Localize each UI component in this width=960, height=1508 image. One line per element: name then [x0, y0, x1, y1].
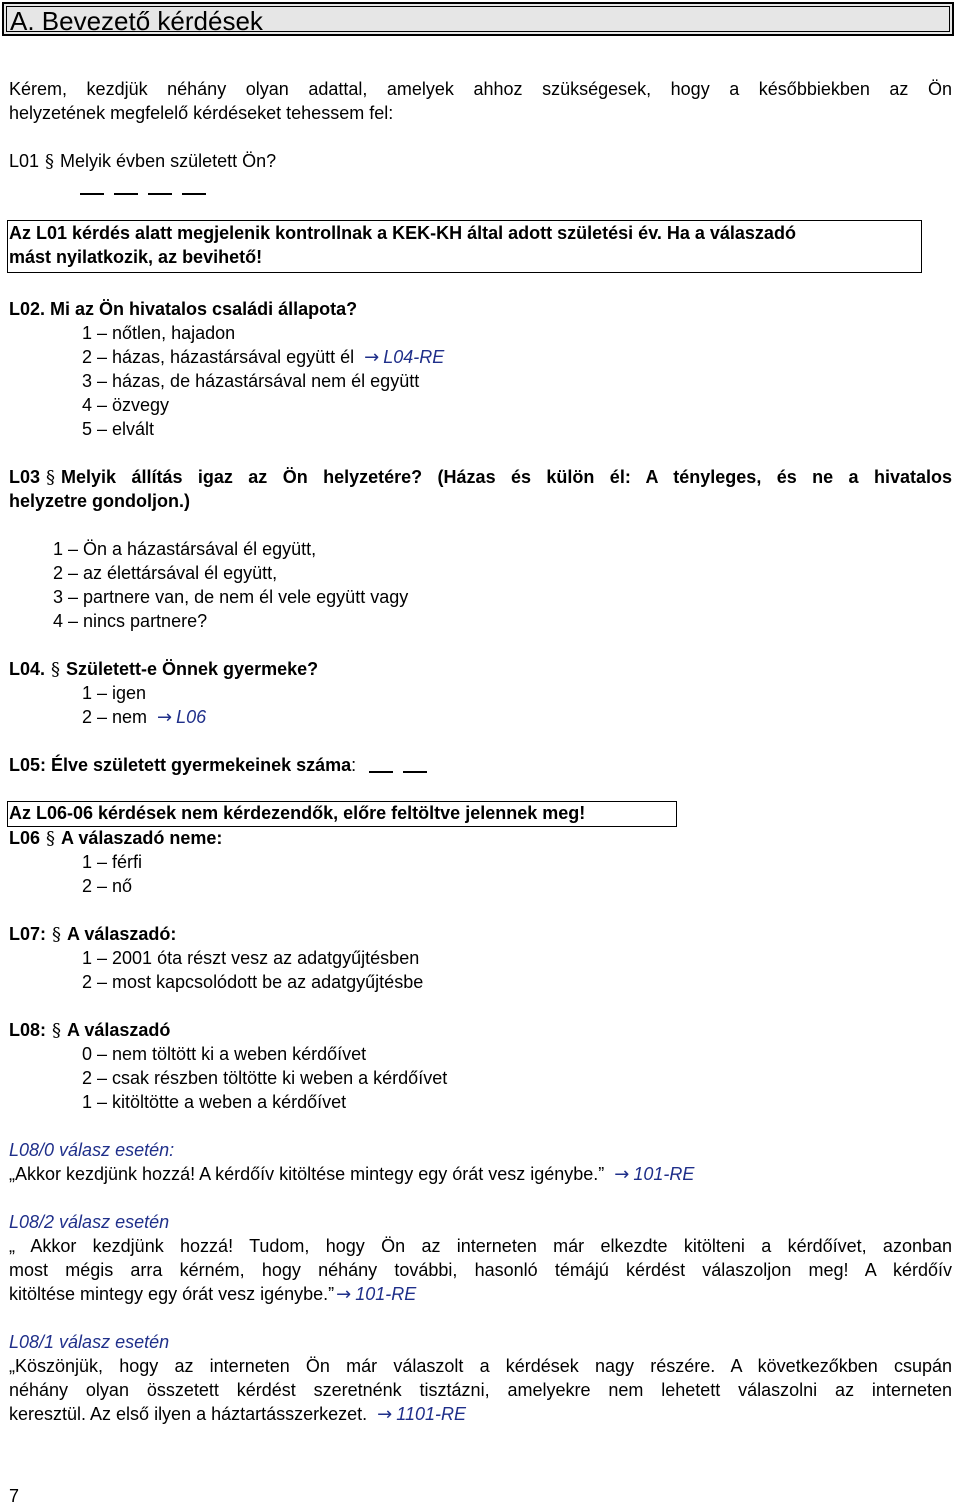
question-L07: [9, 922, 952, 947]
question-L03-line-2: helyzetre gondoljon.): [9, 491, 191, 511]
section-sign-icon: §: [46, 467, 56, 488]
case-L08-0-text: [9, 1162, 952, 1187]
intro-line-1: Kérem, kezdjük néhány olyan adattal, amelyek ahhoz szükségesek, hogy a későbbiekben az Ön: [9, 79, 952, 99]
note-L06-text: Az L06-06 kérdések nem kérdezendők, előre feltöltve jelennek meg!: [9, 803, 586, 823]
case-L08-1-line-2: néhány olyan összetett kérdést szeretnénk tisztázni, amelyekre nem lehetett válaszolni az interneten: [9, 1380, 952, 1400]
question-code: L03: [9, 467, 41, 487]
option-text: 2 – nem: [82, 707, 148, 727]
case-L08-2-line-2: most mégis arra kérném, hogy néhány további, hasonló témájú kérdést válaszoljon meg! A kérdőív: [9, 1260, 952, 1280]
year-digit-blank[interactable]: [182, 181, 206, 195]
arrow-right-icon: →: [614, 1164, 630, 1185]
page-number: 7: [9, 1486, 20, 1506]
script-text: kitöltése mintegy egy órát vesz igénybe.”: [9, 1284, 335, 1304]
case-L08-0-label: L08/0 válasz esetén:: [9, 1140, 175, 1160]
option-L02-5[interactable]: 5 – elvált: [82, 419, 155, 439]
skip-target: 101-RE: [633, 1164, 695, 1184]
question-text: L05: Élve született gyermekeinek száma: [9, 755, 352, 775]
option-L03-1[interactable]: 1 – Ön a házastársával él együtt,: [53, 539, 317, 559]
option-L04-1[interactable]: 1 – igen: [82, 683, 147, 703]
case-L08-2-line-1: „ Akkor kezdjünk hozzá! Tudom, hogy Ön az interneten már elkezdte kitölteni a kérdőívet, azonban: [9, 1236, 952, 1256]
count-digit-blank[interactable]: [403, 759, 427, 773]
section-sign-icon: §: [51, 659, 61, 680]
skip-target: L04-RE: [383, 347, 445, 367]
option-text: 2 – házas, házastársával együtt él: [82, 347, 355, 367]
question-code: L08:: [9, 1020, 47, 1040]
option-L07-1[interactable]: 1 – 2001 óta részt vesz az adatgyűjtésben: [82, 948, 420, 968]
count-digit-blank[interactable]: [369, 759, 393, 773]
question-L01: [9, 149, 952, 174]
question-colon: :: [351, 755, 357, 775]
option-L08-0[interactable]: 0 – nem töltött ki a weben kérdőívet: [82, 1044, 367, 1064]
year-input-blanks[interactable]: [80, 175, 952, 199]
case-L08-1-line-3: [9, 1402, 952, 1427]
option-L06-1[interactable]: 1 – férfi: [82, 852, 143, 872]
question-text: Melyik évben született Ön?: [60, 151, 277, 171]
section-header: [2, 2, 954, 36]
option-L04-2[interactable]: [82, 705, 206, 730]
intro-line-2: helyzetének megfelelő kérdéseket tehessem fel:: [9, 103, 394, 123]
note-L01-line-2: mást nyilatkozik, az bevihető!: [9, 247, 263, 267]
option-L08-2[interactable]: 2 – csak részben töltötte ki weben a kérdőívet: [82, 1068, 448, 1088]
section-sign-icon: §: [46, 828, 56, 849]
script-text: „Akkor kezdjünk hozzá! A kérdőív kitöltése mintegy egy órát vesz igénybe.”: [9, 1164, 605, 1184]
question-L05: [9, 753, 952, 777]
question-L02: L02. Mi az Ön hivatalos családi állapota?: [9, 299, 358, 319]
year-digit-blank[interactable]: [148, 181, 172, 195]
question-text: Melyik állítás igaz az Ön helyzetére? (Házas és külön él: A tényleges, és ne a hivatalos: [61, 467, 952, 487]
case-L08-1-label: L08/1 válasz esetén: [9, 1332, 170, 1352]
year-digit-blank[interactable]: [114, 181, 138, 195]
case-L08-1-line-1: „Köszönjük, hogy az interneten Ön már válaszolt a kérdések nagy részére. A következőkben csupán: [9, 1356, 952, 1376]
section-sign-icon: §: [52, 924, 62, 945]
case-L08-2-label: L08/2 válasz esetén: [9, 1212, 170, 1232]
note-L01-line-1: Az L01 kérdés alatt megjelenik kontrollnak a KEK-KH által adott születési év. Ha a válaszadó: [9, 223, 796, 243]
arrow-right-icon: →: [364, 347, 380, 368]
option-L06-2[interactable]: 2 – nő: [82, 876, 133, 896]
skip-target: L06: [176, 707, 207, 727]
skip-target: 101-RE: [355, 1284, 417, 1304]
option-L07-2[interactable]: 2 – most kapcsolódott be az adatgyűjtésbe: [82, 972, 424, 992]
option-L03-4[interactable]: 4 – nincs partnere?: [53, 611, 208, 631]
question-code: L01: [9, 151, 40, 171]
question-L04: [9, 657, 952, 682]
option-L08-1[interactable]: 1 – kitöltötte a weben a kérdőívet: [82, 1092, 347, 1112]
option-L03-2[interactable]: 2 – az élettársával él együtt,: [53, 563, 278, 583]
section-title: A. Bevezető kérdések: [10, 6, 263, 36]
option-L03-3[interactable]: 3 – partnere van, de nem él vele együtt vagy: [53, 587, 409, 607]
script-text: keresztül. Az első ilyen a háztartásszerkezet.: [9, 1404, 368, 1424]
case-L08-2-line-3: [9, 1282, 952, 1307]
section-sign-icon: §: [45, 151, 55, 172]
question-code: L06: [9, 828, 41, 848]
option-L02-2[interactable]: [82, 345, 444, 370]
question-text: A válaszadó: [67, 1020, 171, 1040]
question-L06: [9, 826, 952, 851]
option-L02-4[interactable]: 4 – özvegy: [82, 395, 170, 415]
question-L08: [9, 1018, 952, 1043]
arrow-right-icon: →: [336, 1284, 352, 1305]
option-L02-1[interactable]: 1 – nőtlen, hajadon: [82, 323, 236, 343]
question-code: L07:: [9, 924, 47, 944]
question-code: L04.: [9, 659, 46, 679]
arrow-right-icon: →: [377, 1404, 393, 1425]
question-text: A válaszadó neme:: [61, 828, 223, 848]
year-digit-blank[interactable]: [80, 181, 104, 195]
question-text: Született-e Önnek gyermeke?: [66, 659, 319, 679]
question-L03-line-1: [9, 465, 952, 490]
arrow-right-icon: →: [157, 707, 173, 728]
question-text: A válaszadó:: [67, 924, 177, 944]
option-L02-3[interactable]: 3 – házas, de házastársával nem él együtt: [82, 371, 420, 391]
section-sign-icon: §: [52, 1020, 62, 1041]
skip-target: 1101-RE: [396, 1404, 466, 1424]
